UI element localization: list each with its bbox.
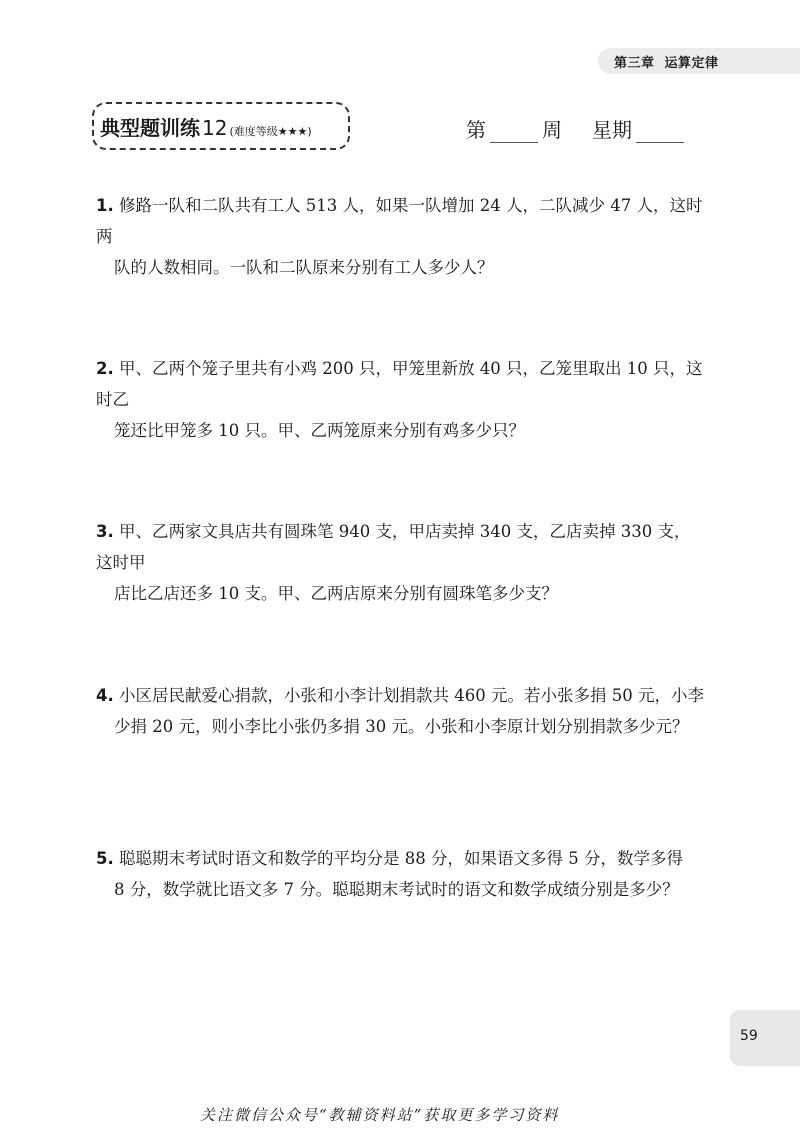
problem-4 xyxy=(96,680,706,742)
problem-text: 甲、乙两个笼子里共有小鸡 200 只，甲笼里新放 40 只，乙笼里取出 10 只，这时乙 xyxy=(96,359,703,409)
problem-line xyxy=(96,353,706,415)
weekday-label: 星期 xyxy=(592,118,632,142)
problem-number: 3. xyxy=(96,522,114,541)
problem-number: 5. xyxy=(96,849,114,868)
chapter-topic: 运算定律 xyxy=(664,56,719,71)
title-main: 典型题训练 xyxy=(100,116,200,140)
week-label: 第 xyxy=(466,118,486,142)
problem-5 xyxy=(96,843,706,905)
weekday-blank[interactable] xyxy=(636,122,684,143)
zhou-label: 周 xyxy=(542,118,562,142)
chapter-number: 第三章 xyxy=(614,56,655,71)
problem-text-continued: 8 分，数学就比语文多 7 分。聪聪期末考试时的语文和数学成绩分别是多少？ xyxy=(114,880,679,899)
problem-1 xyxy=(96,190,706,283)
chapter-header xyxy=(614,52,719,71)
problem-text-continued: 笼还比甲笼多 10 只。甲、乙两笼原来分别有鸡多少只？ xyxy=(114,421,525,440)
problem-line xyxy=(96,843,706,874)
section-title xyxy=(100,112,312,141)
title-number: 12 xyxy=(202,116,228,140)
problem-text: 修路一队和二队共有工人 513 人，如果一队增加 24 人，二队减少 47 人，这时两 xyxy=(96,196,703,246)
problem-line xyxy=(96,516,706,578)
problem-text: 小区居民献爱心捐款，小张和小李计划捐款共 460 元。若小张多捐 50 元，小李 xyxy=(119,686,704,705)
week-blank[interactable] xyxy=(490,122,538,143)
problem-number: 4. xyxy=(96,686,114,705)
problem-text-continued: 少捐 20 元，则小李比小张仍多捐 30 元。小张和小李原计划分别捐款多少元？ xyxy=(114,717,689,736)
date-fill-line xyxy=(466,114,684,143)
footer-watermark-text: 关注微信公众号“教辅资料站”获取更多学习资料 xyxy=(200,1106,560,1124)
problem-text-continued: 店比乙店还多 10 支。甲、乙两店原来分别有圆珠笔多少支？ xyxy=(114,584,558,603)
problem-number: 2. xyxy=(96,359,114,378)
problem-3 xyxy=(96,516,706,609)
problem-text: 甲、乙两家文具店共有圆珠笔 940 支，甲店卖掉 340 支，乙店卖掉 330 支，这时甲 xyxy=(96,522,691,572)
difficulty-rating: (难度等级★★★) xyxy=(229,125,312,138)
problem-text: 聪聪期末考试时语文和数学的平均分是 88 分，如果语文多得 5 分，数学多得 xyxy=(119,849,683,868)
problem-number: 1. xyxy=(96,196,114,215)
problem-line xyxy=(96,680,706,711)
problem-text-continued: 队的人数相同。一队和二队原来分别有工人多少人？ xyxy=(114,258,494,277)
problem-2 xyxy=(96,353,706,446)
page-number: 59 xyxy=(740,1028,758,1044)
problem-line xyxy=(96,190,706,252)
